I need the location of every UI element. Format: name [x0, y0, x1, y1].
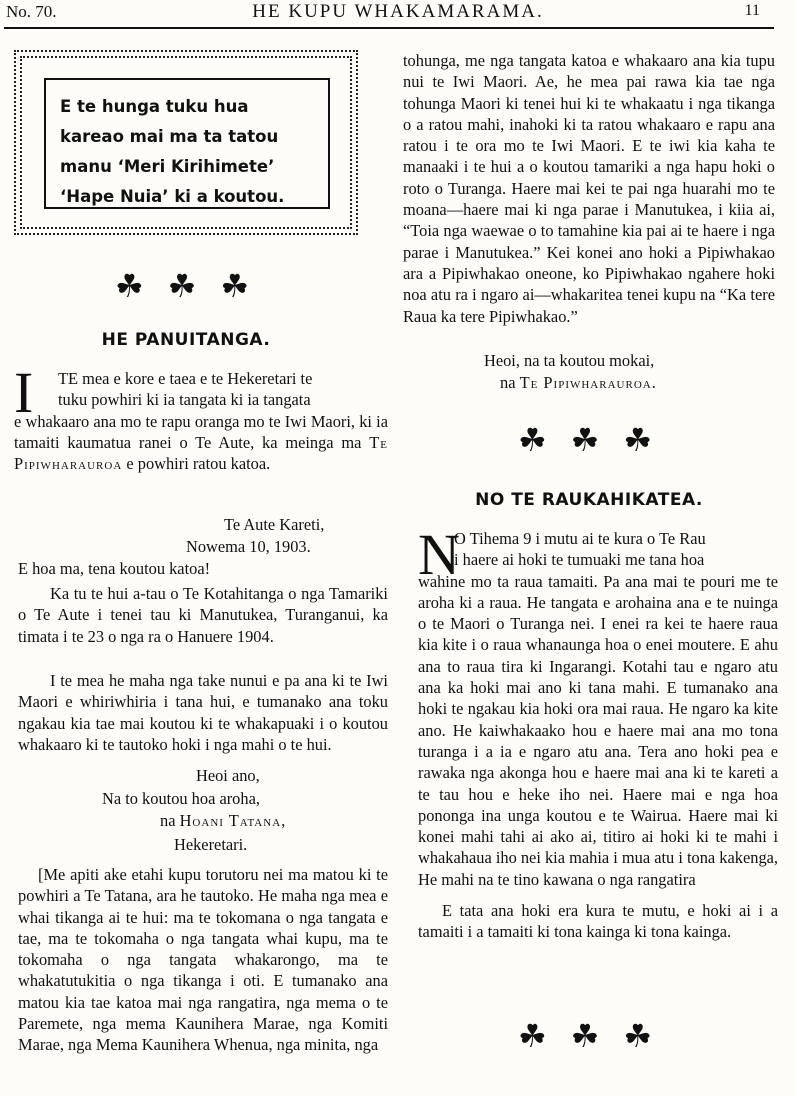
rau-para-2: E tata ana hoki era kura te mutu, e hoki ai i a tamaiti i a tamaiti ki tona kainga ki tona kainga. — [418, 901, 778, 942]
issue-number: No. 70. — [6, 2, 57, 21]
closing-1: Heoi, na ta koutou mokai, — [484, 351, 655, 370]
shamrock-ornament-left: ☘ ☘ ☘ — [114, 268, 258, 304]
raukahikatea-article — [418, 522, 779, 943]
dropcap-n: N — [418, 522, 460, 587]
notice-box — [14, 50, 358, 235]
publication-name: Te Pipiwharauroa — [14, 432, 388, 474]
shamrock-ornament-right: ☘ ☘ ☘ — [517, 422, 661, 458]
letter-date: Nowema 10, 1903. — [186, 537, 311, 556]
secretary-name: Hoani Tatana, — [179, 811, 287, 830]
header-rule — [4, 27, 774, 29]
letter-para-1: Ka tu te hui a-tau o Te Kotahitanga o nga Tamariki o Te Aute i tenei tau ki Manutukea, Turanganui, ka timata i te 23 o nga ra o Hanuere 1904. — [18, 584, 388, 646]
notice-text: E te hunga tuku hua kareao mai ma ta tatou manu ‘Meri Kirihimete’ ‘Hape Nuia’ ki a koutou. — [44, 78, 330, 209]
lead-rest: e whakaaro ana mo te rapu oranga mo te Iwi Maori, ki ia tamaiti kaumatua ranei o Te Aute, ka meinga ma Te Pipiwharauroa e powhiri ratou katoa. — [14, 411, 388, 474]
rau-body: wahine mo ta raua tamaiti. Pa ana mai te pouri me te aroha ki a raua. He tangata e arohaina ana e te nuinga o te Maori o Turanga nei. I enei ra kei te haere raua kia kite i o raua whanaunga hoa o enei moutere. E ahu ana to raua tira ki Ingarangi. Kotahi tau e ngaro atu ana ka hoki mai ano ki tana mahi. E tumanako ana hoki te ngakau kia hoki ora mai raua. He ngaro ka kite ano. He kaiwhakaako hou e haere mai ana mo tona turanga i a ia e ngaro atu ana. Tera ano hoki pea e rawaka nga akonga hou e haere mai ana ki te kareti a te tau hou e heke iho nei. Haere mai e nga hoa pononga ina unga koutou e te Wairua. Haere mai ki konei mahi tahi ai ako ai, titiro ai hoki ki te mahi i whakahaua iho nei kia mahia i mua atu i tona kakenga, He mahi na te tino kawana o nga rangatira — [418, 571, 779, 889]
sign-off-4: Hekeretari. — [174, 835, 248, 854]
raukahikatea-heading: NO TE RAUKAHIKATEA. — [475, 490, 703, 510]
lead-line-2: tuku powhiri ki ia tangata ki ia tangata — [58, 390, 311, 410]
editorial-continued: tohunga, me nga tangata katoa e whakaaro ana kia tupu nui te Iwi Maori. Ae, he mea pai rawa kia tae nga tohunga Maori ki tenei hui ki te whakaatu i nga tikanga o a ratou mahi, inahoki ki ta ratou whakaaro e rapu ana ratou i te ora mo te Iwi Maori. E te iwi kia kaha te manaaki i te hui a o koutou tamariki a nga hapu hoki o roto o Turanga. Haere mai kei te pai nga huarahi mo te moana—haere mai ki nga parae i Manutukea, i kiia ai, “Toia nga waewae o to tamahine kia pai ai te haere i nga parae i Manutukea.” Kei konei ano hoki a Pipiwhakao ara a Pipiwhakao oneone, ko Pipiwhakao ngahere hoki noa atu ra i ngaro ai—whakaritea tenei kupu na “Ka tere Raua ka tere Pipiwhakao.” — [403, 51, 775, 326]
closing-publication: Te Pipiwharauroa. — [519, 373, 657, 392]
page-title: HE KUPU WHAKAMARAMA. — [252, 1, 544, 22]
sign-off-1: Heoi ano, — [196, 766, 260, 785]
dropcap-i: I — [14, 360, 34, 425]
letter-place: Te Aute Kareti, — [224, 515, 325, 534]
rau-lead-line-2: i haere ai hoki te tumuaki me tana hoa — [454, 550, 705, 570]
closing-2: na Te Pipiwharauroa. — [500, 373, 657, 392]
sign-off-2: Na to koutou hoa aroha, — [102, 789, 260, 808]
shamrock-ornament-bottom: ☘ ☘ ☘ — [517, 1018, 661, 1054]
rau-lead-line-1: O Tihema 9 i mutu ai te kura o Te Rau — [454, 529, 706, 548]
editorial-bracket: [Me apiti ake etahi kupu torutoru nei ma matou ki te powhiri a Te Tatana, ara he tautoko. He maha nga mea e whai tikanga ai te hui: ma te tokomana o nga tangata e tae, ma te tokomaha o nga tangata whai kupu, ma te tokomaha o nga tangata whakarongo, ma te whakatutukitia o nga tikanga i oti. E tumanako ana matou kia tae katoa mai nga rangatira, nga mema o te Paremete, nga mema Kaunihera Marae, nga Komiti Marae, nga Mema Kaunihera Whenua, nga minita, nga — [18, 865, 388, 1055]
panuitanga-heading: HE PANUITANGA. — [101, 330, 271, 350]
sign-off-3: na Hoani Tatana, — [160, 811, 287, 830]
panuitanga-lead — [14, 360, 388, 474]
page-number: 11 — [744, 2, 760, 19]
letter-greeting: E hoa ma, tena koutou katoa! — [18, 559, 211, 578]
lead-line-1: TE mea e kore e taea e te Hekeretari te — [58, 369, 313, 388]
letter-para-2: I te mea he maha nga take nunui e pa ana ki te Iwi Maori e whiriwhiria i tana hui, e tumanako ana toku ngakau kia tae mai koutou ki te whakapuaki i o koutou whakaaro ki te tautoko hoki i nga mahi o te hui. — [18, 671, 388, 754]
